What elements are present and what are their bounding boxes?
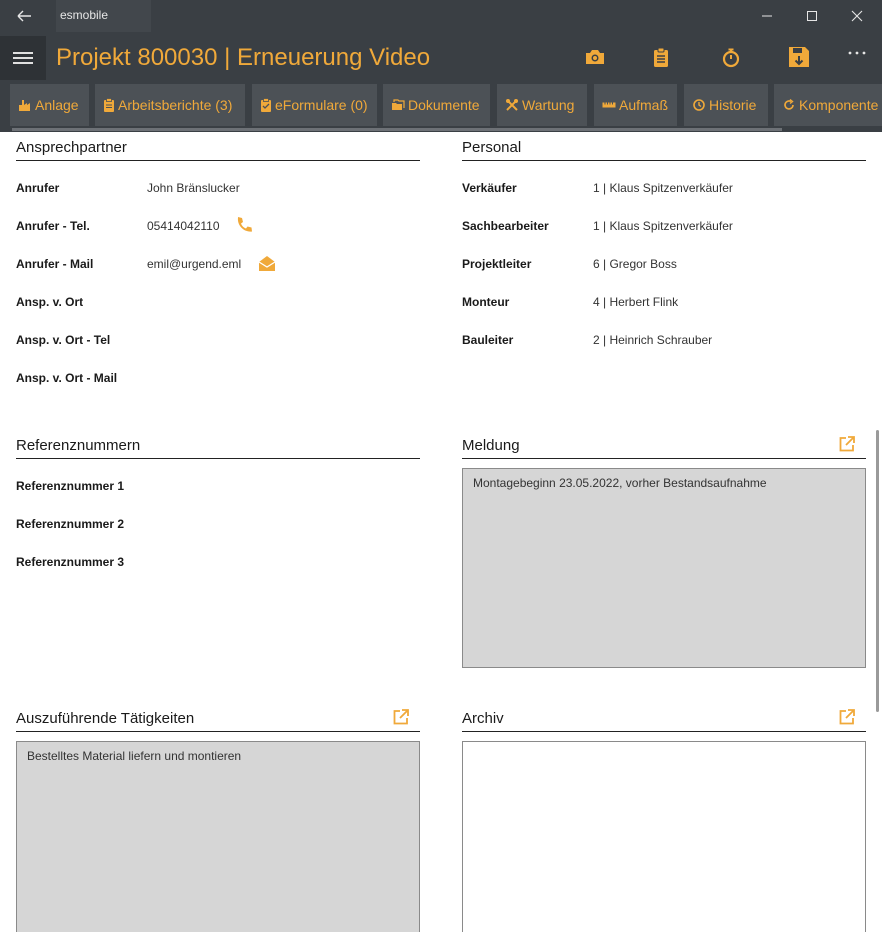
field-label-anrufer-tel: Anrufer - Tel. — [16, 219, 90, 233]
tab-dokumente[interactable] — [383, 84, 490, 126]
tab-eformulare[interactable] — [252, 84, 377, 126]
field-label-sachbearbeiter: Sachbearbeiter — [462, 219, 549, 233]
timer-button[interactable] — [716, 42, 746, 72]
tab-scrollbar[interactable] — [12, 128, 782, 131]
app-name — [56, 0, 151, 32]
tab-label: Dokumente — [408, 97, 480, 113]
archiv-textbox[interactable] — [462, 741, 866, 932]
save-icon — [784, 42, 814, 72]
field-label-ansp-ort: Ansp. v. Ort — [16, 295, 84, 309]
back-button[interactable] — [10, 6, 38, 26]
refresh-icon — [782, 98, 796, 112]
field-label-referenznummer-3: Referenznummer 3 — [16, 555, 125, 569]
minimize-icon — [750, 4, 784, 28]
more-button[interactable] — [842, 42, 872, 72]
minimize-button[interactable] — [750, 4, 784, 28]
field-value-bauleiter: 2 | Heinrich Schrauber — [593, 333, 713, 347]
more-horizontal-icon — [842, 42, 872, 72]
field-label-ansp-ort-mail: Ansp. v. Ort - Mail — [16, 371, 118, 385]
phone-icon[interactable] — [234, 215, 254, 235]
section-title-referenznummern: Referenznummern — [16, 435, 420, 459]
camera-icon — [580, 42, 610, 72]
external-link-icon[interactable] — [838, 435, 856, 453]
tools-icon — [505, 98, 519, 112]
page-title: Projekt 800030 | Erneuerung Video — [56, 44, 431, 71]
section-title-taetigkeiten: Auszuführende Tätigkeiten — [16, 708, 420, 732]
page-header — [0, 32, 882, 80]
field-label-monteur: Monteur — [462, 295, 510, 309]
ruler-icon — [602, 98, 616, 112]
menu-button[interactable] — [0, 36, 46, 80]
section-title-ansprechpartner: Ansprechpartner — [16, 137, 420, 161]
section-title-meldung: Meldung — [462, 435, 866, 459]
hamburger-bar — [13, 57, 33, 59]
hamburger-bar — [13, 52, 33, 54]
envelope-open-icon[interactable] — [258, 254, 276, 272]
stopwatch-icon — [716, 42, 746, 72]
field-label-verkaeufer: Verkäufer — [462, 181, 517, 195]
tab-aufmass[interactable] — [594, 84, 677, 126]
taetigkeiten-textbox[interactable]: Bestelltes Material liefern und montieren — [16, 741, 420, 932]
field-value-projektleiter: 6 | Gregor Boss — [593, 257, 677, 271]
tab-bar — [0, 80, 882, 132]
tab-label: Anlage — [35, 97, 79, 113]
field-value-verkaeufer: 1 | Klaus Spitzenverkäufer — [593, 181, 733, 195]
clipboard-button[interactable] — [646, 42, 676, 72]
field-value-anrufer-tel: 05414042110 — [147, 219, 220, 233]
field-label-bauleiter: Bauleiter — [462, 333, 514, 347]
hamburger-bar — [13, 62, 33, 64]
tab-label: Arbeitsberichte (3) — [118, 97, 233, 113]
window-title-bar — [0, 0, 882, 32]
clipboard-list-icon — [646, 42, 676, 72]
save-button[interactable] — [784, 42, 814, 72]
tab-komponente[interactable] — [774, 84, 882, 126]
tab-arbeitsberichte[interactable] — [95, 84, 245, 126]
maximize-button[interactable] — [795, 4, 829, 28]
field-label-referenznummer-2: Referenznummer 2 — [16, 517, 125, 531]
app-name-label: esmobile — [60, 8, 109, 22]
history-icon — [692, 98, 706, 112]
vertical-scrollbar[interactable] — [876, 430, 879, 712]
tab-label: Historie — [709, 97, 757, 113]
camera-button[interactable] — [580, 42, 610, 72]
section-title-personal: Personal — [462, 137, 866, 161]
external-link-icon[interactable] — [838, 708, 856, 726]
meldung-textbox[interactable]: Montagebeginn 23.05.2022, vorher Bestandsaufnahme — [462, 468, 866, 668]
tab-label: Wartung — [522, 97, 575, 113]
folders-icon — [391, 98, 405, 112]
tab-label: eFormulare (0) — [275, 97, 368, 113]
field-value-anrufer: John Bränslucker — [147, 181, 240, 195]
field-value-sachbearbeiter: 1 | Klaus Spitzenverkäufer — [593, 219, 733, 233]
field-label-anrufer-mail: Anrufer - Mail — [16, 257, 94, 271]
section-title-archiv: Archiv — [462, 708, 866, 732]
factory-icon — [18, 98, 32, 112]
field-label-anrufer: Anrufer — [16, 181, 60, 195]
field-value-anrufer-mail: emil@urgend.eml — [147, 257, 242, 271]
tab-label: Aufmaß — [619, 97, 669, 113]
field-value-monteur: 4 | Herbert Flink — [593, 295, 679, 309]
close-icon — [840, 4, 874, 28]
maximize-icon — [795, 4, 829, 28]
clipboard-check-icon — [260, 98, 272, 112]
field-label-ansp-ort-tel: Ansp. v. Ort - Tel — [16, 333, 111, 347]
tab-anlage[interactable] — [10, 84, 89, 126]
tab-label: Komponente — [799, 97, 879, 113]
field-label-projektleiter: Projektleiter — [462, 257, 532, 271]
arrow-left-icon — [10, 6, 38, 26]
tab-historie[interactable] — [684, 84, 768, 126]
external-link-icon[interactable] — [392, 708, 410, 726]
close-button[interactable] — [840, 4, 874, 28]
tab-wartung[interactable] — [497, 84, 587, 126]
clipboard-icon — [103, 98, 115, 112]
field-label-referenznummer-1: Referenznummer 1 — [16, 479, 125, 493]
